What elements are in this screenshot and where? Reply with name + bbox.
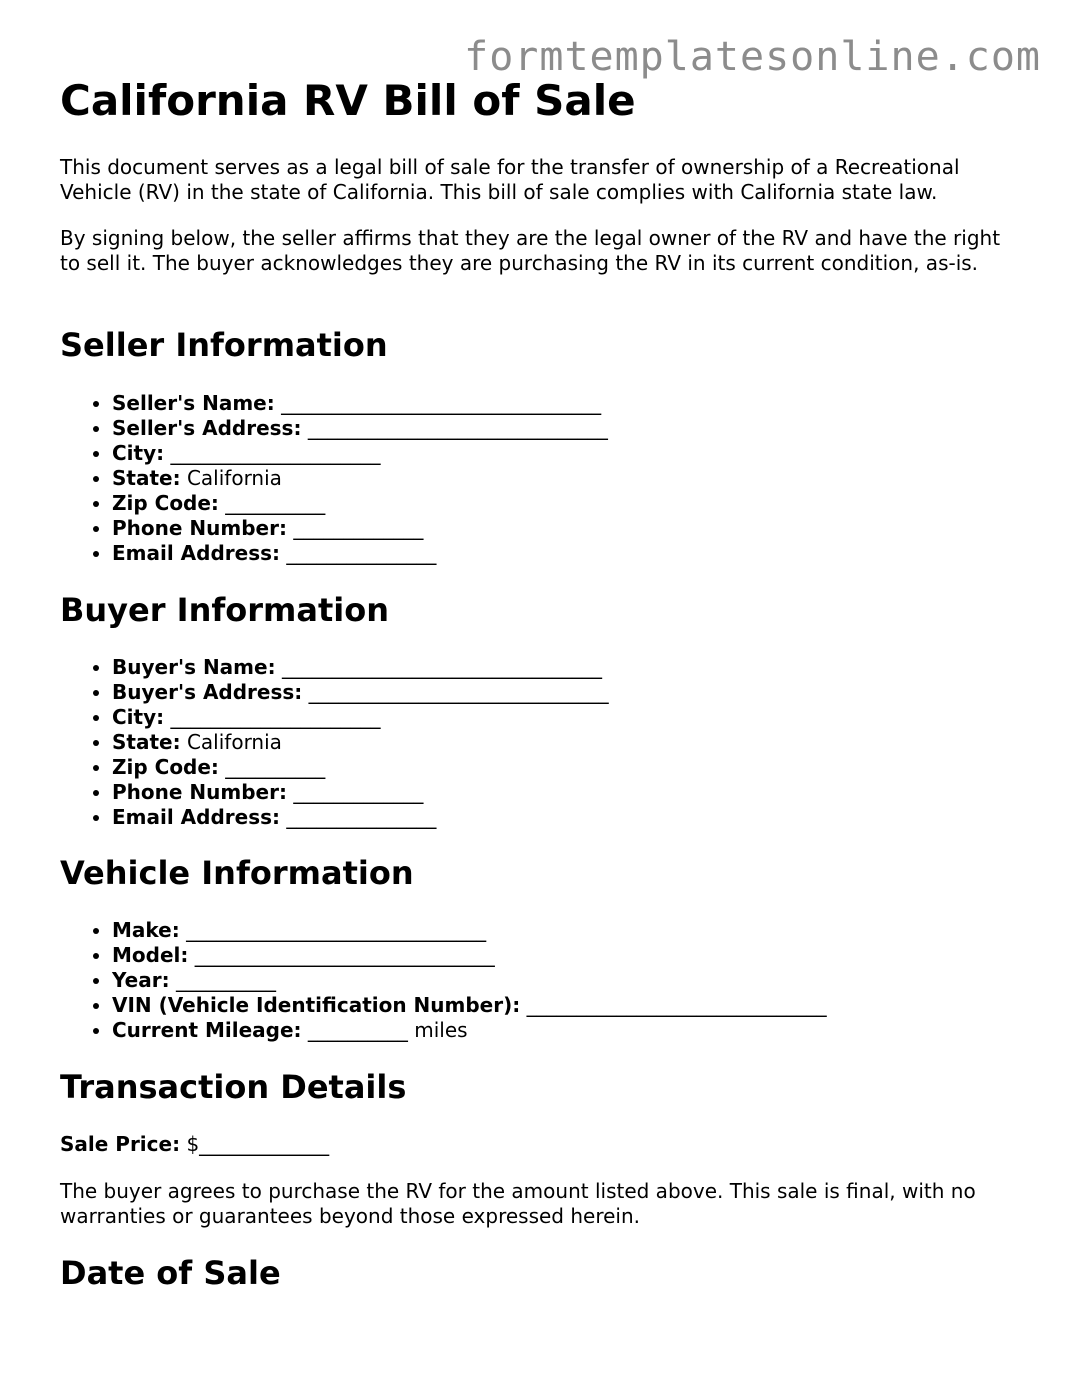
list-item [112,755,609,780]
list-item [112,516,608,541]
watermark: formtemplatesonline.com [464,34,1041,80]
list-item [112,730,609,755]
field-value[interactable]: _____________ [293,780,424,804]
transaction-heading: Transaction Details [60,1068,407,1106]
field-value[interactable]: __________ [225,755,326,779]
field-label: Seller's Name: [112,391,275,415]
field-label: Model: [112,943,189,967]
field-label: State: [112,466,181,490]
transaction-paragraph: The buyer agrees to purchase the RV for the amount listed above. This sale is final, with no warranties or guarantees beyond those expressed herein. [60,1179,976,1228]
list-item [112,943,827,968]
page-title: California RV Bill of Sale [60,76,636,125]
field-value[interactable]: ______________________________ [308,680,609,704]
field-value[interactable]: __________ [175,968,276,992]
buyer-heading: Buyer Information [60,591,389,629]
field-label: City: [112,705,165,729]
field-value[interactable]: _____________ [293,516,424,540]
field-value[interactable]: ________________________________ [281,391,602,415]
list-item [112,680,609,705]
seller-field-list [60,391,608,566]
date-heading: Date of Sale [60,1254,281,1292]
list-item [112,805,609,830]
list-item [112,780,609,805]
field-label: Seller's Address: [112,416,302,440]
list-item [112,1018,827,1043]
field-value[interactable]: ______________________________ [526,993,827,1017]
field-value[interactable]: __________ [225,491,326,515]
field-label: City: [112,441,165,465]
field-value[interactable]: ________________________________ [281,655,602,679]
field-label: Buyer's Address: [112,680,303,704]
list-item [112,918,827,943]
field-value: California [186,466,282,490]
list-item [112,491,608,516]
intro-paragraph-2: By signing below, the seller affirms that they are the legal owner of the RV and have the right to sell it. The buyer acknowledges they are purchasing the RV in its current condition, as-is. [60,226,1001,275]
field-label: Year: [112,968,170,992]
field-label: VIN (Vehicle Identification Number): [112,993,521,1017]
seller-heading: Seller Information [60,326,388,364]
field-value[interactable]: ______________________________ [186,918,487,942]
field-value[interactable]: ______________________________ [307,416,608,440]
field-label: Email Address: [112,805,281,829]
list-item [112,541,608,566]
field-label: Email Address: [112,541,281,565]
field-value[interactable]: _______________ [286,541,437,565]
field-value[interactable]: _______________ [286,805,437,829]
sale-price-field[interactable]: $_____________ [186,1132,330,1156]
field-label: Make: [112,918,180,942]
field-label: State: [112,730,181,754]
list-item [112,655,609,680]
field-value: California [186,730,282,754]
field-label: Current Mileage: [112,1018,302,1042]
list-item [112,993,827,1018]
vehicle-field-list [60,918,827,1043]
field-label: Buyer's Name: [112,655,276,679]
sale-price-line [60,1132,329,1157]
vehicle-heading: Vehicle Information [60,854,414,892]
list-item [112,705,609,730]
intro-paragraph-1: This document serves as a legal bill of sale for the transfer of ownership of a Recreational Vehicle (RV) in the state of California. This bill of sale complies with California state law. [60,155,960,204]
list-item [112,466,608,491]
field-label: Phone Number: [112,516,287,540]
field-label: Zip Code: [112,755,219,779]
buyer-field-list [60,655,609,830]
field-label: Phone Number: [112,780,287,804]
list-item [112,391,608,416]
field-value[interactable]: _____________________ [170,705,381,729]
list-item [112,441,608,466]
field-value[interactable]: _____________________ [170,441,381,465]
field-value[interactable]: __________ miles [307,1018,468,1042]
field-label: Zip Code: [112,491,219,515]
sale-price-label: Sale Price: [60,1132,181,1156]
field-value[interactable]: ______________________________ [194,943,495,967]
list-item [112,416,608,441]
list-item [112,968,827,993]
